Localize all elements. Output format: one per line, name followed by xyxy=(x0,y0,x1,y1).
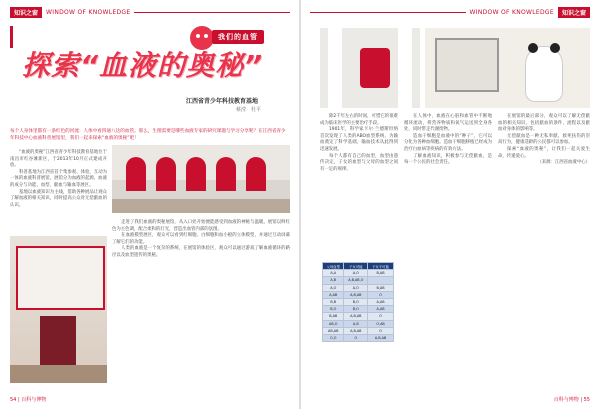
article-title: 探索“血液的奥秘” xyxy=(22,49,264,82)
table-header: 子女不可能 xyxy=(368,263,394,270)
left-page-header xyxy=(10,6,290,18)
section-english: WINDOW OF KNOWLEDGE xyxy=(46,8,131,16)
paragraph: 在人体中，血液在心脏和血管中不断地循环流动，将营养物质和氧气运送到全身各处，同时带走代谢废物。 xyxy=(404,114,492,133)
paragraph: 科普基地为江西省首个集参观、体验、互动为一体的血液科普展馆，展馆分为血液的起源、血液的成分与功能、血型、献血与输血等展区。 xyxy=(10,169,107,188)
page-footer-right: 百科与博物 | 55 xyxy=(553,397,590,403)
paragraph: 每个人都有自己的血型，血型由遗传决定，子女的血型与父母的血型之间有一定的规律。 xyxy=(320,153,398,172)
byline-author: 蔡滢 杜平 xyxy=(236,107,262,113)
panda-mascot-photo xyxy=(425,28,590,108)
table-row: B,O B,O A,AB xyxy=(323,306,394,313)
paragraph: 造血干细胞是血液中的“种子”，它可以分化为各种血细胞。造血干细胞移植已经成为治疗白血病等疾病的有效方法。 xyxy=(404,133,492,152)
right-column-2 xyxy=(404,114,492,167)
section-tag: 知识之窗 xyxy=(558,7,590,18)
table-row: A,A A,O B,AB xyxy=(323,270,394,277)
table-row: AB,AB A,B,AB O xyxy=(323,327,394,334)
paragraph: 在血液模型展区，观众可以看到红细胞、白细胞和血小板的立体模型，并通过互动屏幕了解它们的功能。 xyxy=(112,233,290,245)
paragraph: 基地以血液知识为主线，借助各种展品让观众了解血液的相关知识，同时提高公众对无偿献血的认识。 xyxy=(10,189,107,208)
table-row: B,B B,O A,AB xyxy=(323,298,394,305)
paragraph: 除2千年左右的时间，可惜它的很难成为临床医学的主要治疗手段。 xyxy=(320,114,398,126)
blood-type-table xyxy=(322,262,394,342)
right-page xyxy=(300,0,600,409)
banner-label: 我们的血管 xyxy=(212,30,264,44)
right-page-header xyxy=(310,6,590,18)
table-row: AB,O A,B O,AB xyxy=(323,320,394,327)
table-row: B,AB A,B,AB O xyxy=(323,313,394,320)
source-credit: （来源：江西省血液中心） xyxy=(537,160,590,166)
paragraph: 人类的血液是一个复杂的系统，在展馆的体验区，观众可以通过游戏了解血液循环的路径以及血型遗传的奥秘。 xyxy=(112,246,290,258)
table-row: A,AB A,B,AB O xyxy=(323,291,394,298)
table-header: 子女可能 xyxy=(344,263,368,270)
paragraph: 1901年，科学家卡尔·兰德斯坦纳首次发现了人类的ABO血型系统，为输血奠定了科学基础，输血技术从此得到迅速发展。 xyxy=(320,127,398,152)
intro-paragraph: 每个人身体里都有一条红色的河流：人体中看四通八达的血管。那么，生理需要是哪些血液专家的研究课题与学习分享呢？在江西省青少年科技中心血液科普展馆里，我们一起来探索“血液的奥秘”吧！ xyxy=(10,129,286,141)
paragraph: 走进了我们血液的奥秘展馆，从入口处开始便能感受到血液的神秘与温暖。展馆以鲜红色为主色调，配合柔和的灯光，营造出血管内部的氛围。 xyxy=(112,220,290,232)
section-english: WINDOW OF KNOWLEDGE xyxy=(469,8,554,16)
exhibit-corridor-photo xyxy=(320,28,420,108)
paragraph: 在展馆的最后部分，观众可以了解无偿献血的相关知识，包括献血的条件、流程以及献血对身体的影响等。 xyxy=(498,114,590,133)
byline-org: 江西省青少年科技教育基地 xyxy=(186,98,259,105)
exhibit-entrance-photo xyxy=(10,236,107,383)
paragraph: 探索“血液的奥秘”，让我们一起关爱生命，传递爱心。 xyxy=(498,146,590,159)
header-rule xyxy=(134,12,290,13)
exhibit-hall-photo xyxy=(112,145,290,213)
section-tag: 知识之窗 xyxy=(10,7,42,18)
table-row: A,O A,O B,AB xyxy=(323,284,394,291)
left-column-1 xyxy=(10,150,107,209)
paragraph: 无偿献血是一种无私奉献、救死扶伤的崇高行为，健康适龄的公民都可以参加。 xyxy=(498,133,590,146)
paragraph: 了解血液知识，积极参与无偿献血，是每一个公民的社会责任。 xyxy=(404,153,492,166)
right-column-3 xyxy=(498,114,590,167)
table-row: A,B A,B,AB,O xyxy=(323,277,394,284)
table-header: 父母血型 xyxy=(323,263,344,270)
table-row: O,O O A,B,AB xyxy=(323,334,394,341)
paragraph: “血液的奥秘”江西省青少年科技教育基地位于南昌市红谷滩新区，于2013年10月正式建成开放。 xyxy=(10,150,107,169)
right-column-1 xyxy=(320,114,398,173)
header-rule xyxy=(310,12,466,13)
left-column-2 xyxy=(112,220,290,260)
title-accent-bar xyxy=(10,26,13,48)
page-footer-left: 54 | 百科与博物 xyxy=(10,397,47,403)
